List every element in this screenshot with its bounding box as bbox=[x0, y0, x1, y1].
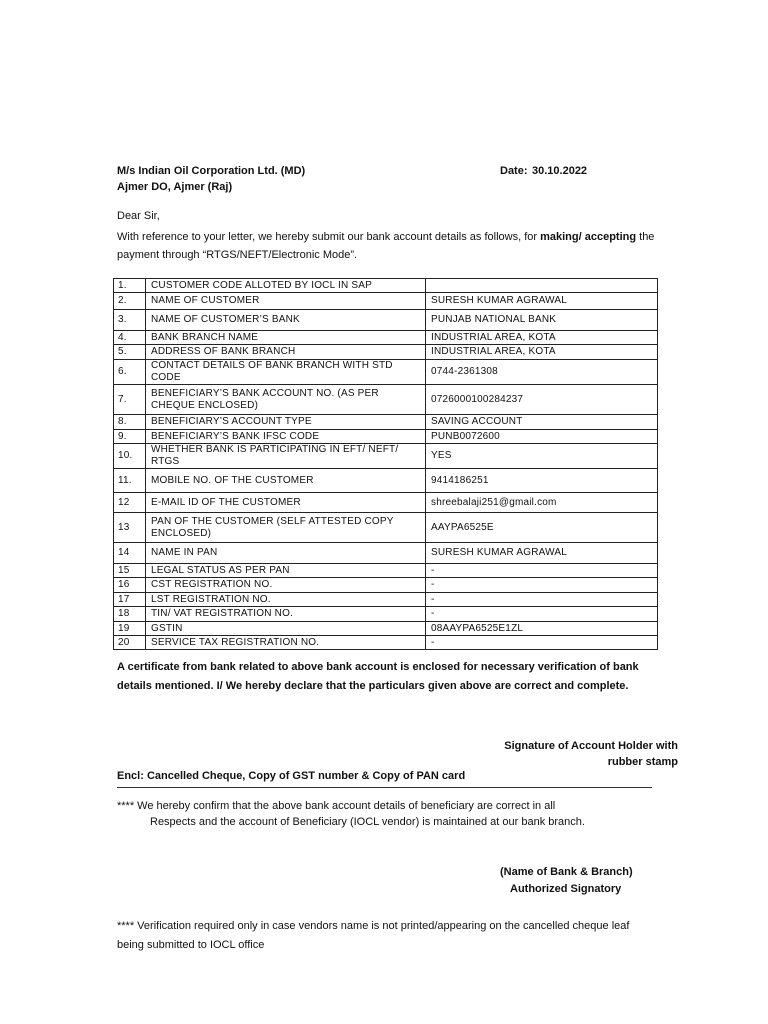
date-value: 30.10.2022 bbox=[532, 165, 588, 177]
intro-paragraph bbox=[117, 228, 657, 264]
intro-text-end: the payment through “RTGS/NEFT/Electronic Mode”. bbox=[117, 231, 655, 261]
addressee-company: M/s Indian Oil Corporation Ltd. (MD) bbox=[117, 165, 306, 177]
row-value: PUNB0072600 bbox=[426, 430, 658, 444]
signature-label-line1: Signature of Account Holder with bbox=[504, 740, 678, 752]
row-value bbox=[426, 279, 658, 293]
date-label: Date: bbox=[500, 165, 528, 177]
table-row bbox=[114, 564, 658, 578]
row-value: SURESH KUMAR AGRAWAL bbox=[426, 543, 658, 564]
enclosure-line: Encl: Cancelled Cheque, Copy of GST number & Copy of PAN card bbox=[117, 770, 466, 782]
table-row bbox=[114, 444, 658, 469]
salutation: Dear Sir, bbox=[117, 210, 160, 222]
row-number: 9. bbox=[114, 430, 146, 444]
certificate-declaration: A certificate from bank related to above bank account is enclosed for necessary verification of bank details mentioned. I/ We hereby declare that the particulars given above are correct and complete. bbox=[117, 661, 639, 692]
table-row bbox=[114, 331, 658, 345]
row-value: - bbox=[426, 564, 658, 578]
row-field: NAME IN PAN bbox=[146, 543, 426, 564]
bank-details-table-body bbox=[114, 279, 658, 650]
row-number: 14 bbox=[114, 543, 146, 564]
row-value: shreebalaji251@gmail.com bbox=[426, 493, 658, 513]
bank-branch-name-label: (Name of Bank & Branch) bbox=[500, 866, 633, 878]
row-number: 13 bbox=[114, 513, 146, 543]
signature-label-line2: rubber stamp bbox=[607, 756, 678, 768]
row-field: SERVICE TAX REGISTRATION NO. bbox=[146, 636, 426, 650]
bank-confirmation-line2: Respects and the account of Beneficiary (IOCL vendor) is maintained at our bank branch. bbox=[150, 816, 585, 828]
table-row bbox=[114, 293, 658, 310]
table-row bbox=[114, 622, 658, 636]
bank-confirmation-line1: **** We hereby confirm that the above bank account details of beneficiary are correct in all bbox=[117, 800, 556, 812]
row-value: 9414186251 bbox=[426, 469, 658, 493]
row-value: 0744-2361308 bbox=[426, 360, 658, 385]
row-number: 16 bbox=[114, 578, 146, 593]
row-value: SAVING ACCOUNT bbox=[426, 415, 658, 430]
row-field: ADDRESS OF BANK BRANCH bbox=[146, 345, 426, 360]
row-value: SURESH KUMAR AGRAWAL bbox=[426, 293, 658, 310]
table-row bbox=[114, 513, 658, 543]
bank-details-table bbox=[113, 278, 658, 650]
row-field: GSTIN bbox=[146, 622, 426, 636]
authorized-signatory-label: Authorized Signatory bbox=[510, 883, 622, 895]
row-field: PAN OF THE CUSTOMER (SELF ATTESTED COPY ENCLOSED) bbox=[146, 513, 426, 543]
table-row bbox=[114, 593, 658, 607]
table-row bbox=[114, 493, 658, 513]
table-row bbox=[114, 578, 658, 593]
row-field: CONTACT DETAILS OF BANK BRANCH WITH STD CODE bbox=[146, 360, 426, 385]
row-field: NAME OF CUSTOMER bbox=[146, 293, 426, 310]
table-row bbox=[114, 543, 658, 564]
row-number: 19 bbox=[114, 622, 146, 636]
row-field: NAME OF CUSTOMER’S BANK bbox=[146, 310, 426, 331]
table-row bbox=[114, 469, 658, 493]
row-value: - bbox=[426, 593, 658, 607]
row-field: MOBILE NO. OF THE CUSTOMER bbox=[146, 469, 426, 493]
table-row bbox=[114, 310, 658, 331]
row-value: 0726000100284237 bbox=[426, 385, 658, 415]
table-row bbox=[114, 415, 658, 430]
row-field: BENEFICIARY’S BANK IFSC CODE bbox=[146, 430, 426, 444]
row-number: 20 bbox=[114, 636, 146, 650]
row-number: 6. bbox=[114, 360, 146, 385]
table-row bbox=[114, 607, 658, 622]
row-number: 4. bbox=[114, 331, 146, 345]
row-number: 11. bbox=[114, 469, 146, 493]
intro-bold-text: making/ accepting bbox=[540, 231, 637, 243]
divider bbox=[117, 787, 652, 788]
row-field: LEGAL STATUS AS PER PAN bbox=[146, 564, 426, 578]
table-row bbox=[114, 430, 658, 444]
row-value: AAYPA6525E bbox=[426, 513, 658, 543]
row-value: YES bbox=[426, 444, 658, 469]
row-value: INDUSTRIAL AREA, KOTA bbox=[426, 331, 658, 345]
table-row bbox=[114, 636, 658, 650]
row-value: PUNJAB NATIONAL BANK bbox=[426, 310, 658, 331]
row-number: 10. bbox=[114, 444, 146, 469]
row-number: 15 bbox=[114, 564, 146, 578]
table-row bbox=[114, 345, 658, 360]
row-field: BENEFICIARY’S ACCOUNT TYPE bbox=[146, 415, 426, 430]
row-value: - bbox=[426, 607, 658, 622]
row-number: 2. bbox=[114, 293, 146, 310]
table-row bbox=[114, 385, 658, 415]
row-field: CUSTOMER CODE ALLOTED BY IOCL IN SAP bbox=[146, 279, 426, 293]
row-field: WHETHER BANK IS PARTICIPATING IN EFT/ NEFT/ RTGS bbox=[146, 444, 426, 469]
row-field: CST REGISTRATION NO. bbox=[146, 578, 426, 593]
row-field: E-MAIL ID OF THE CUSTOMER bbox=[146, 493, 426, 513]
table-row bbox=[114, 279, 658, 293]
row-number: 17 bbox=[114, 593, 146, 607]
table-row bbox=[114, 360, 658, 385]
row-number: 1. bbox=[114, 279, 146, 293]
row-value: 08AAYPA6525E1ZL bbox=[426, 622, 658, 636]
row-field: LST REGISTRATION NO. bbox=[146, 593, 426, 607]
row-field: BANK BRANCH NAME bbox=[146, 331, 426, 345]
row-number: 3. bbox=[114, 310, 146, 331]
addressee-office: Ajmer DO, Ajmer (Raj) bbox=[117, 181, 233, 193]
verification-note: **** Verification required only in case vendors name is not printed/appearing on the cancelled cheque leaf being submitted to IOCL office bbox=[117, 920, 630, 951]
row-number: 5. bbox=[114, 345, 146, 360]
intro-text: With reference to your letter, we hereby submit our bank account details as follows, for bbox=[117, 231, 541, 243]
row-value: - bbox=[426, 578, 658, 593]
row-number: 18 bbox=[114, 607, 146, 622]
row-number: 12 bbox=[114, 493, 146, 513]
row-field: BENEFICIARY’S BANK ACCOUNT NO. (AS PER CHEQUE ENCLOSED) bbox=[146, 385, 426, 415]
row-number: 8. bbox=[114, 415, 146, 430]
row-number: 7. bbox=[114, 385, 146, 415]
row-value: - bbox=[426, 636, 658, 650]
row-field: TIN/ VAT REGISTRATION NO. bbox=[146, 607, 426, 622]
row-value: INDUSTRIAL AREA, KOTA bbox=[426, 345, 658, 360]
